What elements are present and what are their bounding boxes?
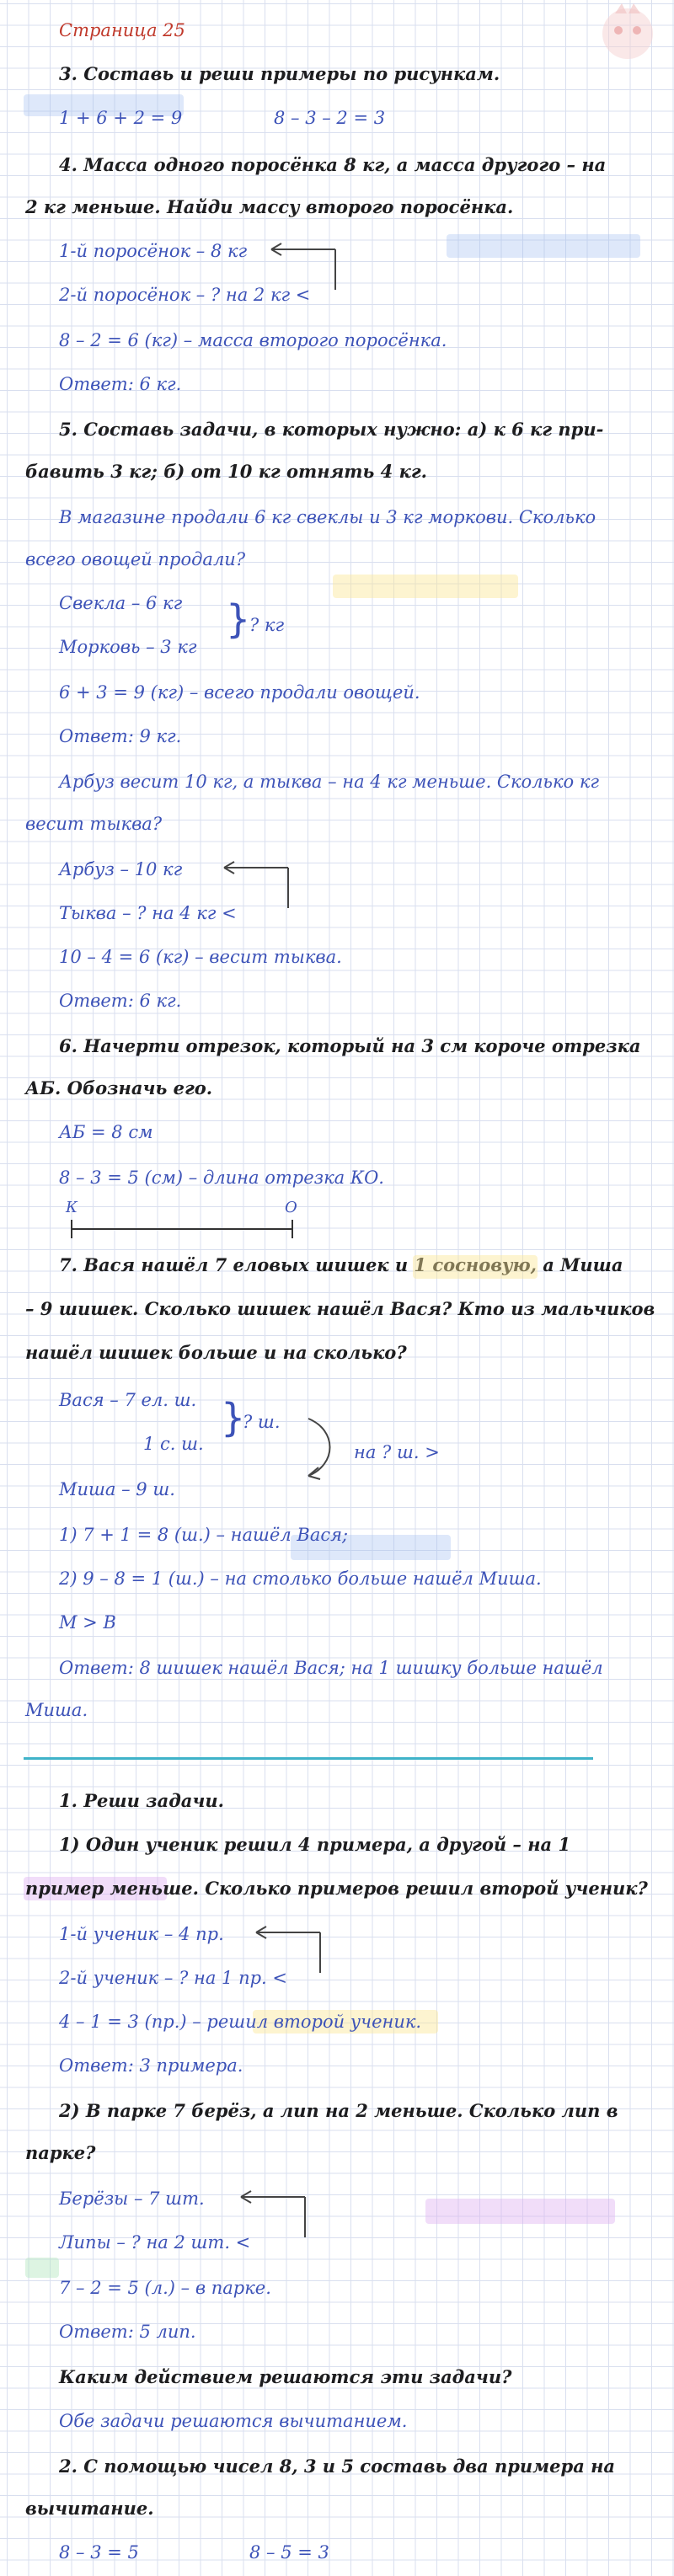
task7-answer-l1: Ответ: 8 шишек нашёл Вася; на 1 шишку больше нашёл <box>59 1658 603 1678</box>
comparison-arrow-icon <box>238 2194 313 2244</box>
task7-heading-l2: – 9 шишек. Сколько шишек нашёл Вася? Кто из мальчиков <box>25 1298 655 1319</box>
brace-icon: } <box>221 1395 246 1440</box>
comparison-arrow-icon <box>268 246 344 297</box>
task5-a-cond2: Морковь – 3 кг <box>59 637 197 657</box>
task6-given: АБ = 8 см <box>59 1122 153 1142</box>
task7-cond2: 1 с. ш. <box>143 1434 204 1454</box>
task4-heading-l1: 4. Масса одного поросёнка 8 кг, а масса другого – на <box>59 154 607 175</box>
task5-b-text-l2: весит тыква? <box>25 814 163 834</box>
task5-heading-l2: бавить 3 кг; б) от 10 кг отнять 4 кг. <box>25 461 427 482</box>
highlight <box>413 1255 538 1279</box>
task4-solution: 8 – 2 = 6 (кг) – масса второго поросёнка. <box>59 330 447 350</box>
task3-example1: 1 + 6 + 2 = 9 <box>59 108 183 128</box>
task5-a-text-l1: В магазине продали 6 кг свеклы и 3 кг моркови. Сколько <box>59 507 596 527</box>
part2-question: Каким действием решаются эти задачи? <box>59 2366 512 2387</box>
task4-answer: Ответ: 6 кг. <box>59 374 182 394</box>
comparison-arrow-icon <box>221 864 297 915</box>
watermark <box>333 575 518 598</box>
task7-heading-l1-text: 7. Вася нашёл 7 еловых шишек и 1 сосновую, а Миша <box>59 1254 623 1275</box>
brace-icon: } <box>226 596 251 642</box>
task5-a-cond1: Свекла – 6 кг <box>59 593 183 613</box>
task5-a-text-l2: всего овощей продали? <box>25 549 246 569</box>
task7-brace-question: ? ш. <box>243 1412 281 1432</box>
task6-solution: 8 – 3 = 5 (см) – длина отрезка КО. <box>59 1168 384 1188</box>
watermark <box>425 2199 615 2224</box>
segment-ko <box>71 1228 293 1230</box>
task5-b-answer: Ответ: 6 кг. <box>59 991 182 1011</box>
task3-heading: 3. Составь и реши примеры по рисункам. <box>59 63 500 84</box>
logo-icon <box>590 0 666 76</box>
part2-p2-cond1: Берёзы – 7 шт. <box>59 2189 205 2209</box>
task4-cond1: 1-й поросёнок – 8 кг <box>59 241 248 261</box>
curved-arrow-icon <box>297 1415 347 1483</box>
comparison-arrow-icon <box>253 1929 329 1980</box>
task4-heading-l2: 2 кг меньше. Найди массу второго поросёнка. <box>25 196 514 217</box>
task7-relation: М > В <box>59 1612 116 1633</box>
task7-step1: 1) 7 + 1 = 8 (ш.) – нашёл Вася; <box>59 1525 349 1545</box>
part2-task1-heading: 1. Реши задачи. <box>59 1790 224 1811</box>
task5-b-cond2: Тыква – ? на 4 кг < <box>59 903 237 923</box>
page-title: Страница 25 <box>59 20 185 40</box>
task7-cond3: Миша – 9 ш. <box>59 1479 175 1499</box>
task3-example2: 8 – 3 – 2 = 3 <box>274 108 386 128</box>
task5-a-answer: Ответ: 9 кг. <box>59 726 182 746</box>
task7-answer-l2: Миша. <box>25 1700 88 1720</box>
task6-heading-l1: 6. Начерти отрезок, который на 3 см короче отрезка <box>59 1035 641 1056</box>
part2-example2: 8 – 5 = 3 <box>249 2542 329 2563</box>
part2-p2-l2: парке? <box>25 2142 96 2163</box>
segment-tick-start <box>71 1220 72 1238</box>
watermark <box>25 2258 59 2278</box>
section-separator <box>24 1757 593 1760</box>
segment-tick-end <box>292 1220 293 1238</box>
task7-step2: 2) 9 – 8 = 1 (ш.) – на столько больше нашёл Миша. <box>59 1569 542 1589</box>
task5-a-solution: 6 + 3 = 9 (кг) – всего продали овощей. <box>59 682 420 703</box>
part2-p1-cond1: 1-й ученик – 4 пр. <box>59 1924 224 1944</box>
part2-p2-answer: Ответ: 5 лип. <box>59 2322 196 2342</box>
task7-heading-l3: нашёл шишек больше и на сколько? <box>25 1342 407 1363</box>
task6-heading-l2: АБ. Обозначь его. <box>25 1077 213 1098</box>
task4-cond2: 2-й поросёнок – ? на 2 кг < <box>59 285 311 305</box>
part2-p2-l1: 2) В парке 7 берёз, а лип на 2 меньше. Сколько лип в <box>59 2100 618 2121</box>
watermark <box>447 234 640 258</box>
part2-example1: 8 – 3 = 5 <box>59 2542 139 2563</box>
task5-heading-l1: 5. Составь задачи, в которых нужно: а) к 6 кг при- <box>59 419 604 440</box>
task7-cond1: Вася – 7 ел. ш. <box>59 1390 197 1410</box>
part2-p1-solution: 4 – 1 = 3 (пр.) – решил второй ученик. <box>59 2012 422 2032</box>
task5-b-cond1: Арбуз – 10 кг <box>59 859 183 879</box>
part2-p1-l1: 1) Один ученик решил 4 примера, а другой – на 1 <box>59 1834 571 1855</box>
task7-heading-l1 <box>59 1253 623 1277</box>
part2-p1-l2: пример меньше. Сколько примеров решил второй ученик? <box>25 1878 648 1899</box>
segment-start-label: К <box>66 1199 78 1216</box>
part2-task2-l2: вычитание. <box>25 2498 154 2519</box>
task7-compare: на ? ш. > <box>354 1442 440 1462</box>
part2-p2-cond2: Липы – ? на 2 шт. < <box>59 2232 251 2253</box>
part2-question-answer: Обе задачи решаются вычитанием. <box>59 2411 408 2431</box>
part2-p2-solution: 7 – 2 = 5 (л.) – в парке. <box>59 2278 271 2298</box>
part2-p1-cond2: 2-й ученик – ? на 1 пр. < <box>59 1968 287 1988</box>
part2-p1-answer: Ответ: 3 примера. <box>59 2055 243 2076</box>
task5-b-text-l1: Арбуз весит 10 кг, а тыква – на 4 кг меньше. Сколько кг <box>59 772 599 792</box>
task5-b-solution: 10 – 4 = 6 (кг) – весит тыква. <box>59 947 342 967</box>
part2-task2-l1: 2. С помощью чисел 8, 3 и 5 составь два примера на <box>59 2456 616 2477</box>
segment-end-label: О <box>285 1199 297 1216</box>
task5-a-brace-question: ? кг <box>249 615 285 635</box>
